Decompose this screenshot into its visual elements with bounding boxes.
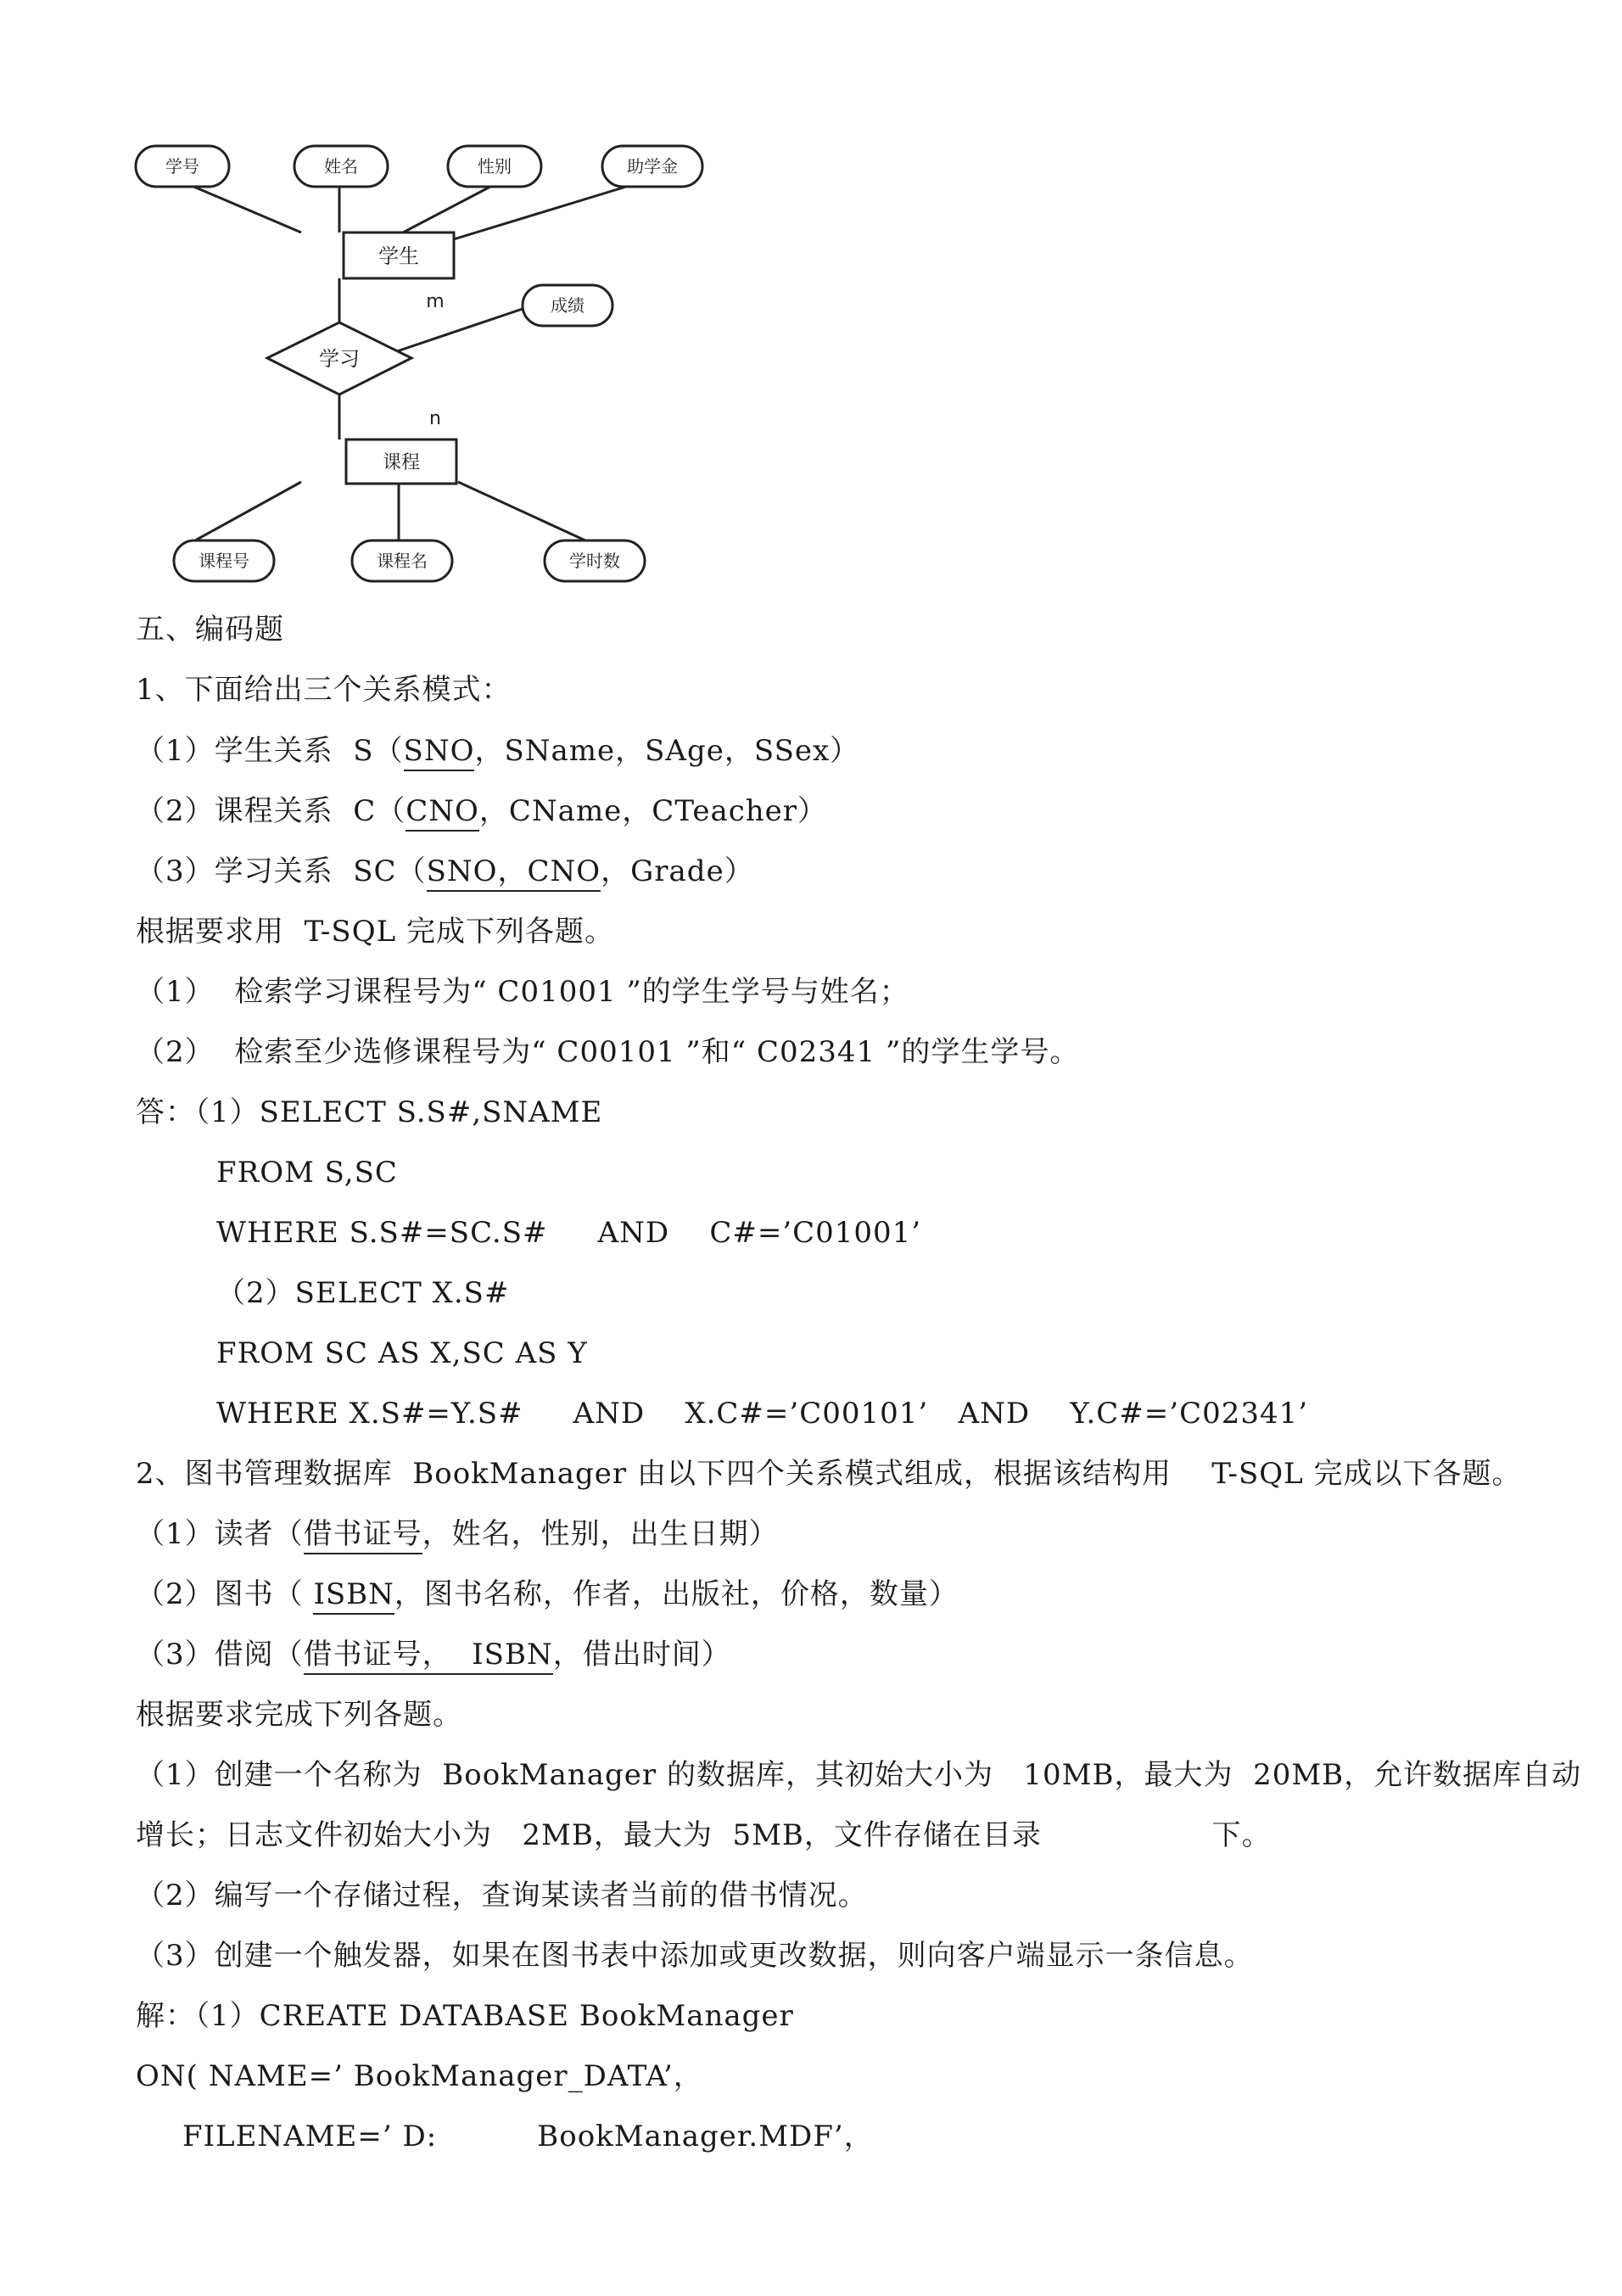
- schema-book-key: ISBN: [313, 1577, 394, 1615]
- question-1-intro: 1、下面给出三个关系模式：: [136, 673, 512, 707]
- question-2-intro: 2、图书管理数据库 BookManager 由以下四个关系模式组成，根据该结构用 T-SQL 完成以下各题。: [136, 1457, 1522, 1491]
- schema-c-rest: ，CName，CTeacher）: [478, 794, 828, 828]
- schema-borrow: [136, 1638, 731, 1672]
- task-1-1: （1） 检索学习课程号为“ C01001 ”的学生学号与姓名；: [136, 975, 909, 1009]
- answer-1-from: FROM S,SC: [216, 1156, 398, 1190]
- answer-2-from: FROM SC AS X,SC AS Y: [216, 1336, 588, 1370]
- task-1-2: （2） 检索至少选修课程号为“ C00101 ”和“ C02341 ”的学生学号。: [136, 1035, 1080, 1069]
- solution-filename: FILENAME=’ D: BookManager.MDF’，: [182, 2120, 874, 2153]
- schema-reader-rest: ，姓名，性别，出生日期）: [422, 1517, 779, 1551]
- attr-name-label: 姓名: [324, 156, 358, 176]
- schema-borrow-rest: ，借出时间）: [552, 1638, 731, 1672]
- line-course-cno: [195, 482, 301, 540]
- cardinality-m: m: [426, 291, 445, 312]
- task-2-1-line1: （1）创建一个名称为 BookManager 的数据库，其初始大小为 10MB，最大为 20MB，允许数据库自动: [136, 1758, 1582, 1792]
- attr-cname-label: 课程名: [377, 551, 428, 571]
- schema-s: [136, 734, 859, 768]
- schema-c: [136, 794, 827, 828]
- entity-student-label: 学生: [378, 244, 419, 268]
- relationship-label: 学习: [319, 347, 360, 371]
- schema-s-rest: ，SName，SAge，SSex）: [474, 734, 860, 768]
- instruction-2: 根据要求完成下列各题。: [136, 1698, 462, 1732]
- solution-create-db: 解：（1）CREATE DATABASE BookManager: [136, 1999, 794, 2033]
- schema-reader-prefix: （1）读者（: [136, 1517, 304, 1551]
- attr-sex-label: 性别: [478, 156, 512, 176]
- schema-book-rest: ，图书名称，作者，出版社，价格，数量）: [394, 1577, 959, 1611]
- er-diagram: [127, 127, 721, 602]
- attr-grant-label: 助学金: [627, 156, 678, 176]
- task-2-3: （3）创建一个触发器，如果在图书表中添加或更改数据，则向客户端显示一条信息。: [136, 1939, 1254, 1973]
- attr-grade-label: 成绩: [551, 295, 584, 316]
- attr-hours-label: 学时数: [569, 551, 620, 571]
- attr-cno-label: 课程号: [199, 551, 249, 571]
- schema-c-key: CNO: [406, 794, 479, 832]
- answer-2-select: （2）SELECT X.S#: [216, 1276, 510, 1310]
- entity-course-label: 课程: [382, 452, 421, 473]
- solution-on-name: ON( NAME=’ BookManager_DATA’，: [136, 2059, 703, 2093]
- answer-2-where: WHERE X.S#=Y.S# AND X.C#=’C00101’ AND Y.C#=’C02341’: [216, 1397, 1309, 1431]
- schema-book-prefix: （2）图书（: [136, 1577, 314, 1611]
- task-2-1-line2: 增长；日志文件初始大小为 2MB，最大为 5MB，文件存储在目录 下。: [136, 1818, 1272, 1852]
- schema-c-prefix: （2）课程关系 C（: [136, 794, 406, 828]
- task-2-2: （2）编写一个存储过程，查询某读者当前的借书情况。: [136, 1879, 868, 1912]
- answer-1-select: 答：（1）SELECT S.S#,SNAME: [136, 1095, 603, 1129]
- instruction-tsql: 根据要求用 T-SQL 完成下列各题。: [136, 915, 614, 949]
- section-heading: 五、编码题: [136, 613, 284, 647]
- line-sex-student: [403, 187, 490, 232]
- attr-sno-label: 学号: [165, 156, 199, 176]
- line-grade-rel: [394, 307, 528, 352]
- schema-sc-prefix: （3）学习关系 SC（: [136, 854, 427, 888]
- schema-borrow-key: 借书证号， ISBN: [304, 1638, 553, 1675]
- schema-borrow-prefix: （3）借阅（: [136, 1638, 304, 1672]
- line-course-hours: [458, 482, 585, 540]
- schema-s-prefix: （1）学生关系 S（: [136, 734, 404, 768]
- schema-s-key: SNO: [404, 734, 475, 771]
- schema-reader: [136, 1517, 779, 1551]
- cardinality-n: n: [429, 408, 441, 429]
- schema-reader-key: 借书证号: [304, 1517, 422, 1554]
- schema-sc: [136, 854, 754, 888]
- schema-book: [136, 1577, 959, 1611]
- schema-sc-rest: ，Grade）: [601, 854, 754, 888]
- answer-1-where: WHERE S.S#=SC.S# AND C#=’C01001’: [216, 1216, 922, 1250]
- schema-sc-key: SNO，CNO: [427, 854, 601, 892]
